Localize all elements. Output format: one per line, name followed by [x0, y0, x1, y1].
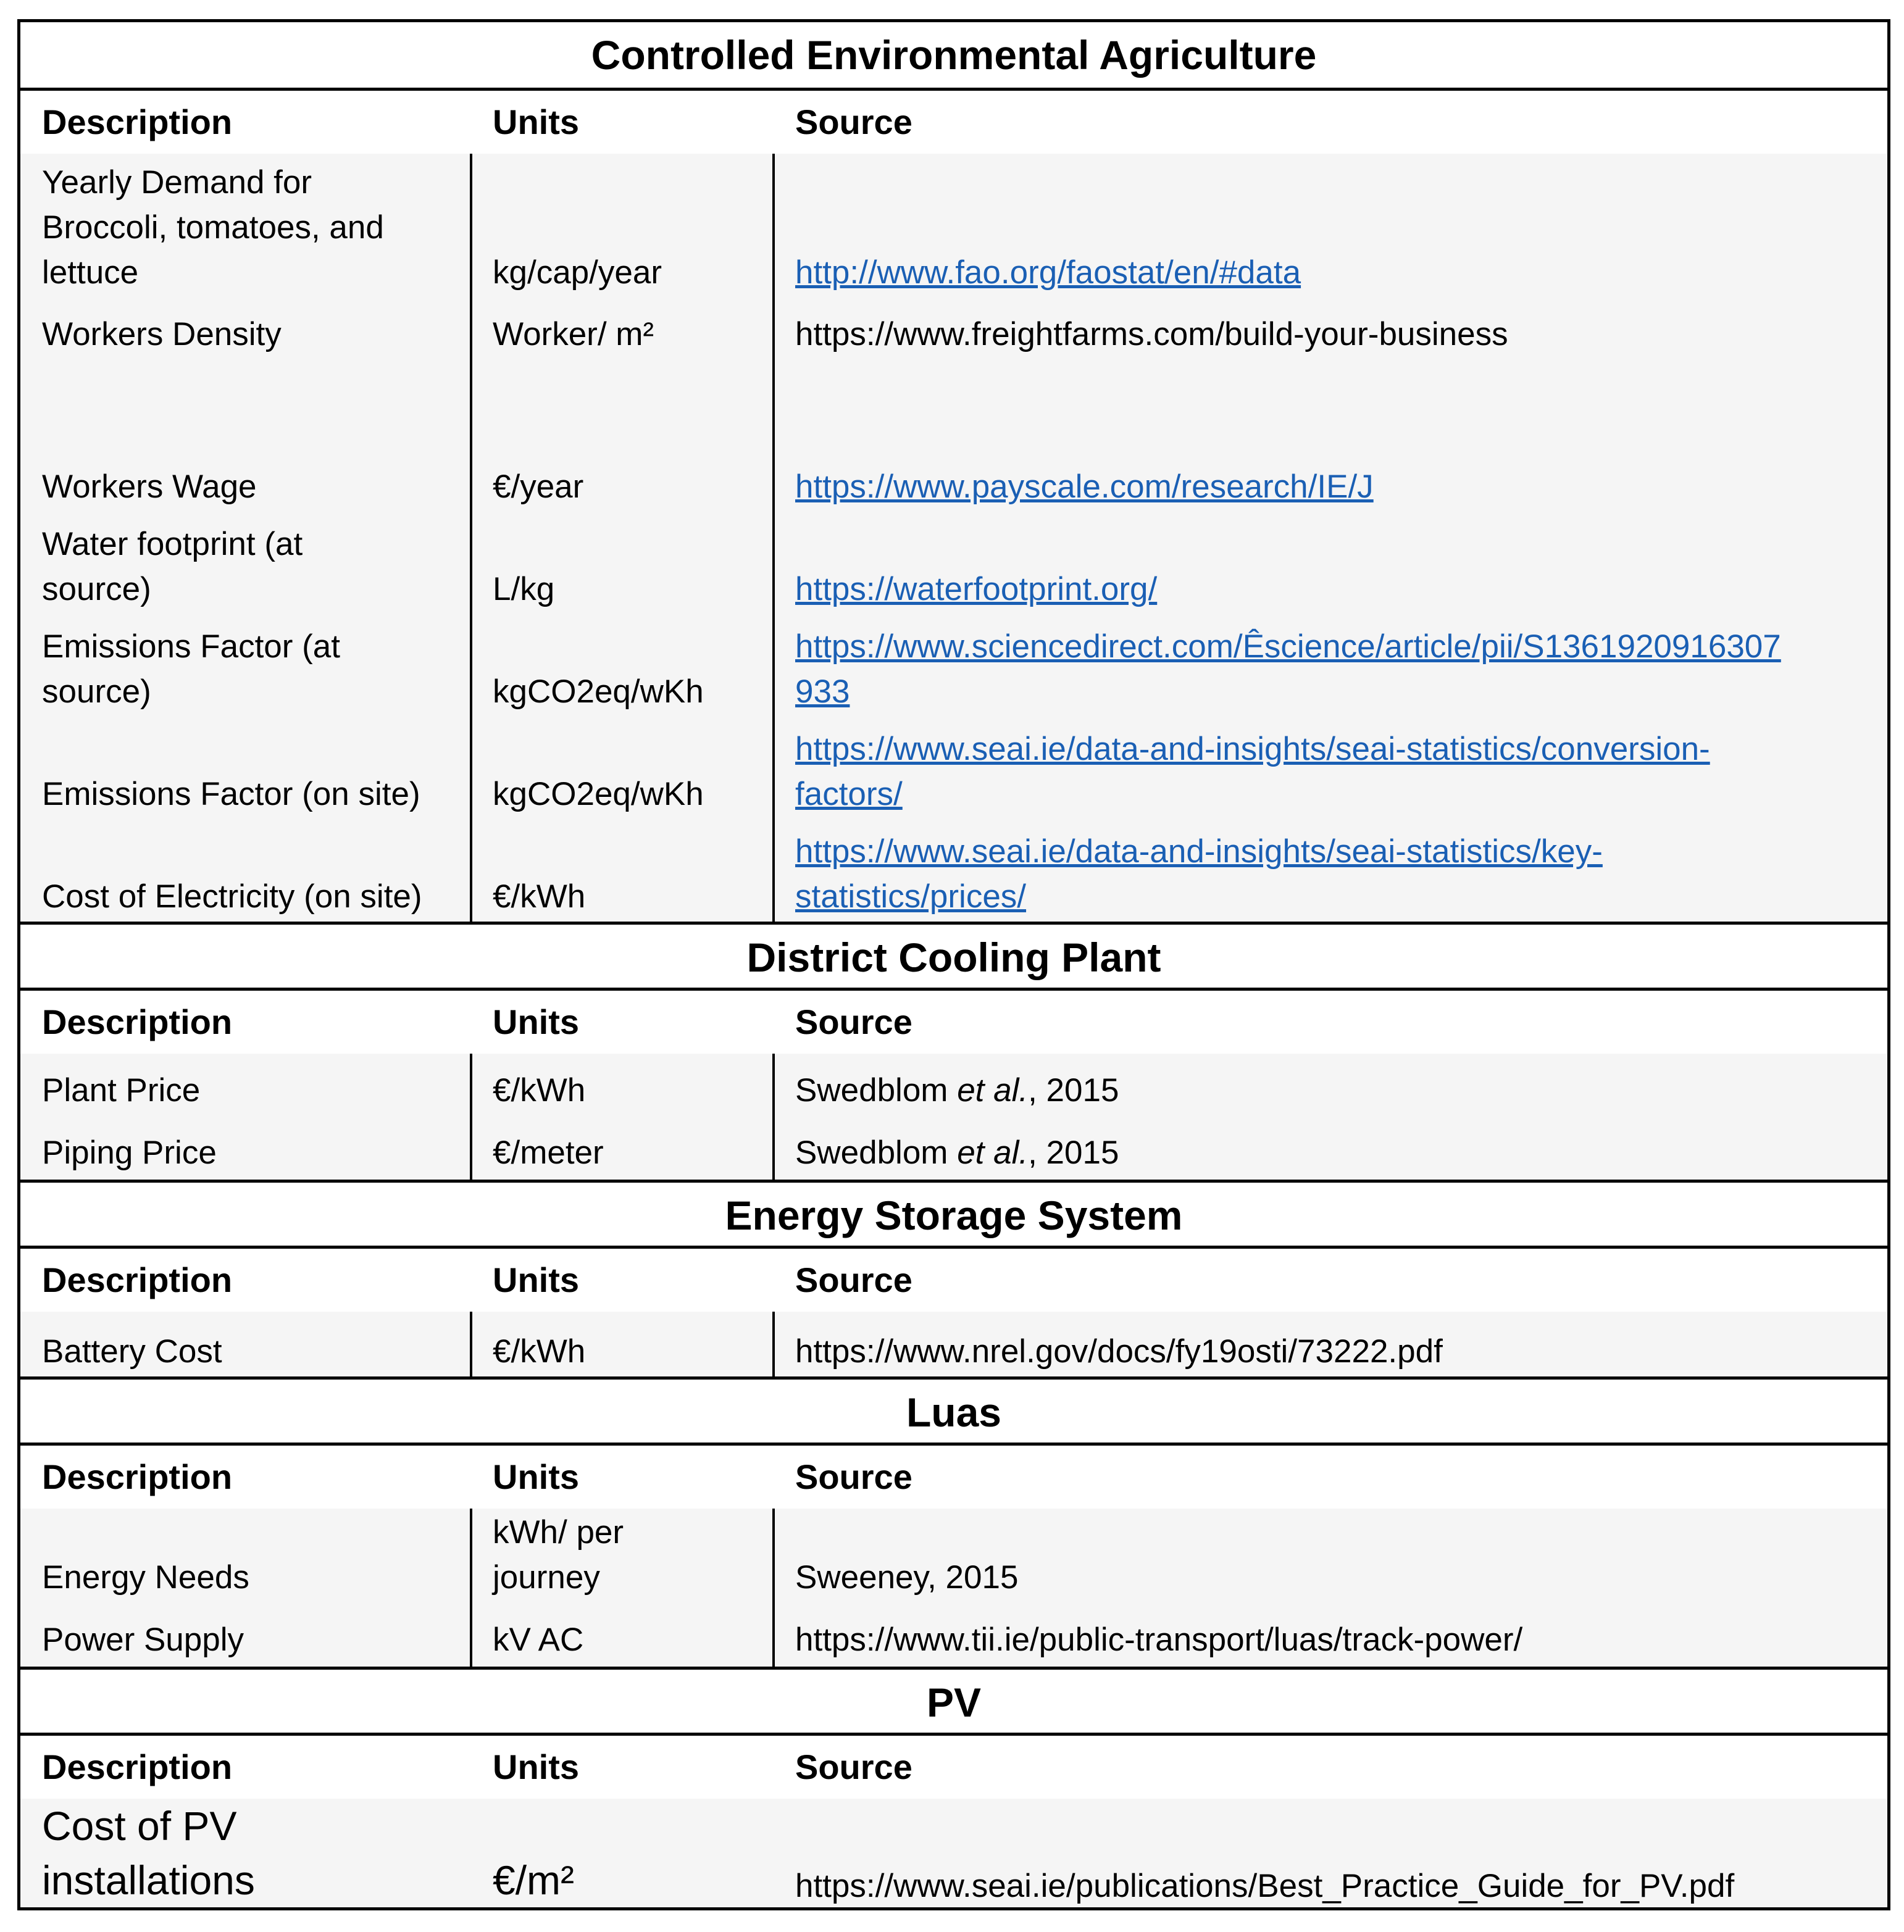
column-header-description: Description	[42, 1260, 233, 1299]
row-units: €/meter	[493, 1135, 604, 1171]
column-header-description: Description	[42, 1457, 233, 1496]
column-divider	[772, 1312, 775, 1376]
column-divider	[470, 1312, 472, 1376]
row-description: Water footprint (at source)	[42, 526, 303, 607]
source-link[interactable]: https://www.payscale.com/research/IE/J	[795, 468, 1374, 505]
column-header-source: Source	[795, 1260, 912, 1299]
source-link[interactable]: https://www.seai.ie/data-and-insights/seai-statistics/conversion- factors/	[795, 731, 1710, 812]
section-body-luas	[20, 1509, 1887, 1667]
row-units: kWh/ per journey	[493, 1514, 624, 1596]
row-source: Swedblom et al., 2015	[795, 1135, 1119, 1171]
row-units: €/kWh	[493, 1072, 586, 1109]
section-body-cea	[20, 154, 1887, 922]
row-description: Power Supply	[42, 1622, 244, 1658]
column-header-source: Source	[795, 102, 912, 141]
source-link[interactable]: http://www.fao.org/faostat/en/#data	[795, 254, 1301, 291]
section-body-energy-storage	[20, 1312, 1887, 1376]
column-header-row	[20, 991, 1887, 1054]
column-header-units: Units	[493, 1002, 579, 1041]
column-header-row	[20, 1736, 1887, 1799]
column-header-description: Description	[42, 1002, 233, 1041]
column-header-row	[20, 1249, 1887, 1312]
row-description: Piping Price	[42, 1135, 217, 1171]
column-divider	[772, 1509, 775, 1667]
column-header-source: Source	[795, 1747, 912, 1786]
row-units: €/kWh	[493, 1333, 586, 1370]
row-source: https://www.tii.ie/public-transport/luas/track-power/	[795, 1622, 1523, 1658]
row-units: kg/cap/year	[493, 254, 662, 291]
row-description: Cost of PV installations	[42, 1803, 255, 1903]
section-title-cea: Controlled Environmental Agriculture	[20, 22, 1887, 88]
row-units: Worker/ m²	[493, 316, 654, 352]
column-divider	[470, 1054, 472, 1180]
row-source: https://www.nrel.gov/docs/fy19osti/73222.pdf	[795, 1333, 1443, 1370]
column-header-units: Units	[493, 102, 579, 141]
row-description: Energy Needs	[42, 1559, 249, 1596]
column-header-units: Units	[493, 1457, 579, 1496]
column-header-description: Description	[42, 102, 233, 141]
section-title-pv: PV	[20, 1670, 1887, 1735]
row-units: €/year	[493, 468, 584, 505]
section-body-district-cooling	[20, 1054, 1887, 1180]
row-units: €/m²	[493, 1857, 574, 1903]
column-header-description: Description	[42, 1747, 233, 1786]
section-title-luas: Luas	[20, 1380, 1887, 1445]
column-divider	[772, 154, 775, 922]
row-source: Swedblom et al., 2015	[795, 1072, 1119, 1109]
row-description: Yearly Demand for Broccoli, tomatoes, and lettuce	[42, 164, 384, 291]
section-body-pv	[20, 1799, 1887, 1910]
row-description: Emissions Factor (on site)	[42, 776, 420, 812]
row-units: kV AC	[493, 1622, 584, 1658]
section-title-district-cooling: District Cooling Plant	[20, 925, 1887, 990]
row-units: €/kWh	[493, 878, 586, 915]
source-link[interactable]: https://www.seai.ie/data-and-insights/seai-statistics/key- statistics/prices/	[795, 833, 1603, 915]
source-link[interactable]: https://www.sciencedirect.com/Êscience/article/pii/S1361920916307 933	[795, 628, 1781, 710]
column-header-row	[20, 1446, 1887, 1509]
row-source: https://www.seai.ie/publications/Best_Practice_Guide_for_PV.pdf	[795, 1868, 1735, 1904]
source-link[interactable]: https://waterfootprint.org/	[795, 571, 1158, 607]
column-header-units: Units	[493, 1747, 579, 1786]
row-units: kgCO2eq/wKh	[493, 673, 704, 710]
row-units: kgCO2eq/wKh	[493, 776, 704, 812]
row-description: Plant Price	[42, 1072, 201, 1109]
row-description: Workers Wage	[42, 468, 257, 505]
row-source: https://www.freightfarms.com/build-your-business	[795, 316, 1508, 352]
data-sources-table	[17, 19, 1890, 1910]
row-units: L/kg	[493, 571, 555, 607]
row-description: Workers Density	[42, 316, 282, 352]
row-description: Emissions Factor (at source)	[42, 628, 341, 710]
row-description: Cost of Electricity (on site)	[42, 878, 422, 915]
column-header-source: Source	[795, 1457, 912, 1496]
column-divider	[772, 1054, 775, 1180]
column-divider	[470, 154, 472, 922]
column-header-units: Units	[493, 1260, 579, 1299]
section-title-energy-storage: Energy Storage System	[20, 1183, 1887, 1248]
column-divider	[470, 1509, 472, 1667]
row-source: Sweeney, 2015	[795, 1559, 1019, 1596]
row-description: Battery Cost	[42, 1333, 222, 1370]
column-header-source: Source	[795, 1002, 912, 1041]
column-header-row	[20, 91, 1887, 154]
